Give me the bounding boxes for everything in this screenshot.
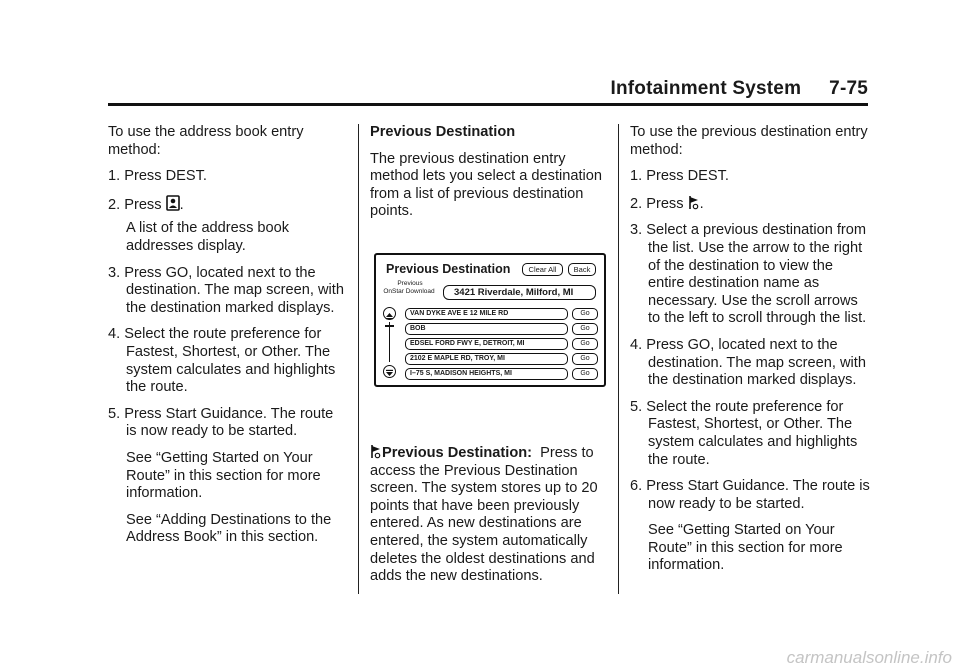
step-4: 4. Select the route preference for Fastest, Shortest, or Other. The system calculates and highlights the route.	[108, 326, 336, 396]
see-also-1: See “Getting Started on Your Route” in this section for more information.	[126, 449, 321, 502]
step-4: 4. Press GO, located next to the destination. The map screen, with the destination marked displays.	[630, 336, 866, 389]
step-1: 1. Press DEST.	[108, 168, 207, 185]
step-3: 3. Select a previous destination from the list. Use the arrow to the right of the destination to view the entire destination name as necessary. Use the scroll arrows to the left to scroll through the list.	[630, 222, 867, 327]
step-5: 5. Select the route preference for Fastest, Shortest, or Other. The system calculates and highlights the route.	[630, 398, 858, 468]
previous-destination-screen	[374, 253, 606, 387]
description-text: Press to access the Previous Destination screen. The system stores up to 20 points that have been previously entered. As new destinations are entered, the system automatically deletes the oldest destinations and adds the new destinations.	[370, 445, 598, 585]
description-label: Previous Destination:	[382, 445, 533, 461]
destination-row[interactable]: 2102 E MAPLE RD, TROY, MI	[405, 353, 568, 365]
step-2-suffix: .	[699, 195, 704, 212]
previous-destination-description	[370, 444, 610, 595]
go-button[interactable]: Go	[572, 338, 598, 350]
step-1: 1. Press DEST.	[630, 168, 729, 185]
destination-row[interactable]: VAN DYKE AVE E 12 MILE RD	[405, 308, 568, 320]
column-left	[108, 124, 346, 556]
go-button[interactable]: Go	[572, 308, 598, 320]
scroll-up-button[interactable]	[383, 307, 396, 320]
step-2-text: 2. Press	[630, 195, 684, 212]
onstar-download-label: OnStar Download	[383, 288, 435, 295]
scroll-down-icon	[384, 368, 395, 379]
destination-row[interactable]: I–75 S, MADISON HEIGHTS, MI	[405, 368, 568, 380]
go-button[interactable]: Go	[572, 353, 598, 365]
description-paragraph	[370, 444, 610, 586]
section-body: The previous destination entry method lets you select a destination from a list of previous destination points.	[370, 150, 603, 220]
destination-row[interactable]: EDSEL FORD FWY E, DETROIT, MI	[405, 338, 568, 350]
scroll-up-icon	[384, 310, 395, 321]
address-book-icon	[166, 195, 180, 211]
screen-title: Previous Destination	[386, 262, 511, 276]
scroll-down-button[interactable]	[383, 365, 396, 378]
header-rule	[108, 103, 868, 106]
previous-label: Previous	[397, 280, 423, 287]
destination-row[interactable]: BOB	[405, 323, 568, 335]
step-2	[630, 195, 870, 214]
step-5: 5. Press Start Guidance. The route is now ready to be started.	[108, 405, 334, 440]
see-also-2: See “Adding Destinations to the Address Book” in this section.	[126, 511, 332, 546]
step-3: 3. Press GO, located next to the destination. The map screen, with the destination marked displays.	[108, 264, 344, 316]
go-button[interactable]: Go	[572, 368, 598, 380]
see-also-1: See “Getting Started on Your Route” in this section for more information.	[648, 522, 843, 574]
column-divider-1	[358, 124, 359, 594]
section-title: Infotainment System	[610, 78, 802, 99]
back-button[interactable]: Back	[568, 263, 596, 276]
step-2-suffix: .	[179, 196, 184, 213]
column-middle	[370, 124, 610, 230]
intro-text: To use the address book entry method:	[108, 124, 304, 158]
scroll-thumb[interactable]	[385, 325, 394, 327]
go-button[interactable]: Go	[572, 323, 598, 335]
intro-text: To use the previous destination entry method:	[630, 124, 868, 158]
previous-destination-icon	[688, 195, 700, 210]
column-divider-2	[618, 124, 619, 594]
step-6: 6. Press Start Guidance. The route is now ready to be started.	[630, 478, 870, 512]
scroll-track[interactable]	[389, 322, 390, 362]
clear-all-button[interactable]: Clear All	[522, 263, 563, 276]
section-heading: Previous Destination	[370, 124, 516, 140]
column-right	[630, 124, 870, 584]
step-2-note: A list of the address book addresses display.	[126, 220, 290, 254]
previous-destination-icon	[370, 444, 382, 459]
step-2-text: 2. Press	[108, 196, 162, 213]
step-2	[108, 195, 346, 215]
page-number: 7-75	[829, 78, 868, 99]
watermark: carmanualsonline.info	[786, 648, 952, 667]
address-field[interactable]: 3421 Riverdale, Milford, MI	[443, 285, 596, 300]
page-header	[108, 78, 868, 106]
